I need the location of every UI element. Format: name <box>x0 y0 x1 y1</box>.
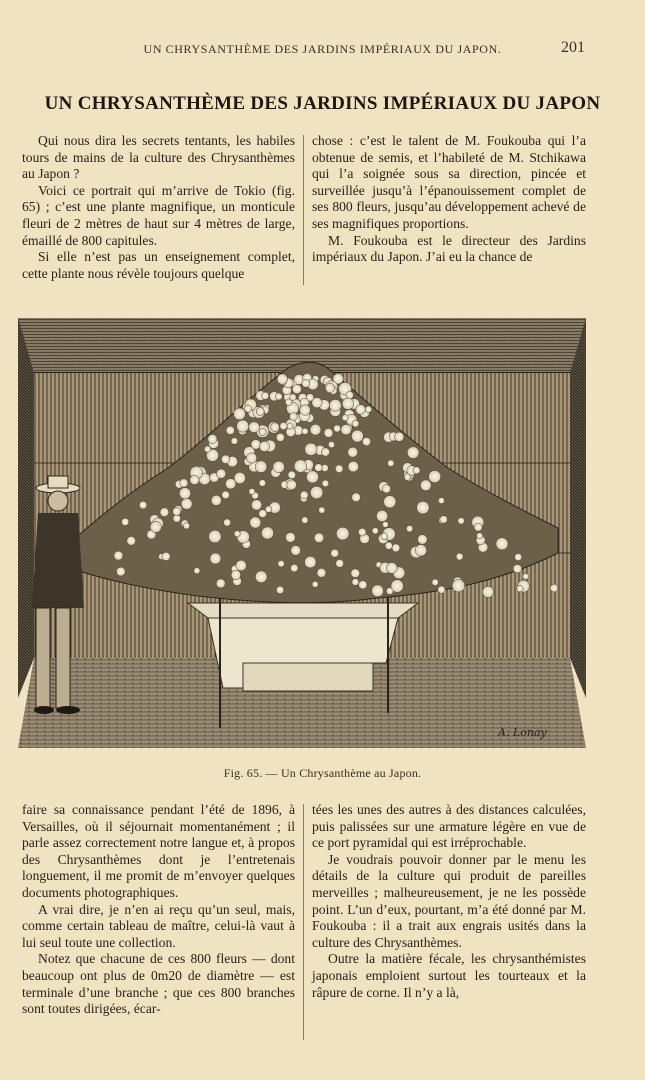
chrysanthemum-bloom <box>352 493 361 502</box>
chrysanthemum-bloom <box>440 516 448 524</box>
chrysanthemum-bloom <box>280 422 287 429</box>
chrysanthemum-bloom <box>477 533 483 539</box>
chrysanthemum-bloom <box>438 498 444 504</box>
chrysanthemum-bloom <box>386 563 397 574</box>
chrysanthemum-bloom <box>251 440 261 450</box>
chrysanthemum-bloom <box>231 570 241 580</box>
chrysanthemum-bloom <box>483 586 494 597</box>
chrysanthemum-bloom <box>300 491 308 499</box>
chrysanthemum-bloom <box>365 406 372 413</box>
column-divider <box>303 135 304 285</box>
chrysanthemum-bloom <box>388 460 395 467</box>
chrysanthemum-bloom <box>180 479 188 487</box>
chrysanthemum-bloom <box>286 533 296 543</box>
chrysanthemum-bloom <box>237 420 249 432</box>
chrysanthemum-bloom <box>391 580 404 593</box>
chrysanthemum-bloom <box>249 422 260 433</box>
chrysanthemum-bloom <box>517 585 524 592</box>
chrysanthemum-bloom <box>234 531 240 537</box>
chrysanthemum-bloom <box>173 507 181 515</box>
chrysanthemum-bloom <box>294 460 307 473</box>
chrysanthemum-bloom <box>314 533 324 543</box>
chrysanthemum-bloom <box>278 560 285 567</box>
chrysanthemum-bloom <box>305 443 317 455</box>
chrysanthemum-engraving <box>18 318 586 748</box>
chrysanthemum-bloom <box>358 528 366 536</box>
chrysanthemum-bloom <box>300 405 311 416</box>
chrysanthemum-bloom <box>291 546 301 556</box>
chrysanthemum-bloom <box>335 465 343 473</box>
chrysanthemum-bloom <box>325 383 334 392</box>
chrysanthemum-bloom <box>317 568 326 577</box>
chrysanthemum-bloom <box>321 448 329 456</box>
chrysanthemum-bloom <box>329 399 341 411</box>
chrysanthemum-bloom <box>287 423 293 429</box>
chrysanthemum-bloom <box>246 453 256 463</box>
column-top-right <box>312 133 586 266</box>
chrysanthemum-bloom <box>222 491 230 499</box>
chrysanthemum-bloom <box>127 536 136 545</box>
chrysanthemum-bloom <box>261 527 273 539</box>
chrysanthemum-bloom <box>315 464 323 472</box>
chrysanthemum-bloom <box>291 564 299 572</box>
paragraph: Outre la matière fécale, les chrysanthémistes japonais emploient surtout les tourteaux et la râpure de corne. Il n’y a là, <box>312 951 586 1000</box>
chrysanthemum-bloom <box>322 480 329 487</box>
chrysanthemum-bloom <box>302 428 308 434</box>
chrysanthemum-bloom <box>162 552 170 560</box>
chrysanthemum-bloom <box>310 424 321 435</box>
chrysanthemum-bloom <box>179 488 190 499</box>
chrysanthemum-bloom <box>259 441 269 451</box>
chrysanthemum-bloom <box>249 488 255 494</box>
chrysanthemum-bloom <box>392 544 400 552</box>
chrysanthemum-bloom <box>183 523 189 529</box>
running-title: UN CHRYSANTHÈME DES JARDINS IMPÉRIAUX DU JAPON. <box>143 42 502 56</box>
chrysanthemum-bloom <box>342 415 348 421</box>
paragraph: Notez que chacune de ces 800 fleurs — dont beaucoup ont plus de 0m20 de diamètre — est terminale d’une branche ; que ces 800 branches sont toutes dirigées, écar- <box>22 951 295 1017</box>
page-number: 201 <box>561 39 585 56</box>
chrysanthemum-bloom <box>348 461 359 472</box>
chrysanthemum-bloom <box>236 560 247 571</box>
chrysanthemum-bloom <box>259 510 267 518</box>
chrysanthemum-bloom <box>381 533 388 540</box>
chrysanthemum-bloom <box>150 521 161 532</box>
chrysanthemum-bloom <box>273 461 285 473</box>
paragraph: tées les unes des autres à des distances calculées, puis palissées sur une armature légère en vue de ce port pyramidal qui est irréprochable. <box>312 802 586 851</box>
chrysanthemum-bloom <box>251 500 261 510</box>
chrysanthemum-bloom <box>496 538 508 550</box>
chrysanthemum-bloom <box>341 424 351 434</box>
figure-caption: Fig. 65. — Un Chrysanthème au Japon. <box>223 766 422 780</box>
chrysanthemum-bloom <box>376 510 387 521</box>
chrysanthemum-bloom <box>415 545 427 557</box>
chrysanthemum-bloom <box>356 405 366 415</box>
chrysanthemum-bloom <box>255 461 267 473</box>
chrysanthemum-bloom <box>216 579 225 588</box>
chrysanthemum-bloom <box>224 519 231 526</box>
chrysanthemum-bloom <box>312 398 322 408</box>
chrysanthemum-bloom <box>319 507 325 513</box>
chrysanthemum-bloom <box>334 425 341 432</box>
chrysanthemum-bloom <box>209 530 222 543</box>
chrysanthemum-bloom <box>515 554 522 561</box>
chrysanthemum-bloom <box>160 508 169 517</box>
chrysanthemum-bloom <box>456 553 463 560</box>
column-bottom-right <box>312 802 586 1001</box>
chrysanthemum-bloom <box>384 496 396 508</box>
paragraph: chose : c’est le talent de M. Foukouba qui l’a obtenue de semis, et l’habileté de M. Stchikawa qui l’a soignée sous sa direction, pincée et surveillée jusqu’à l’épanouissement complet de ses 800 fleurs, jusqu’au développement achevé de ses magnifiques proportions. <box>312 133 586 231</box>
chrysanthemum-bloom <box>302 517 309 524</box>
chrysanthemum-bloom <box>438 586 445 593</box>
chrysanthemum-bloom <box>362 437 370 445</box>
chrysanthemum-bloom <box>458 518 465 525</box>
chrysanthemum-bloom <box>190 475 199 484</box>
chrysanthemum-bloom <box>351 430 363 442</box>
chrysanthemum-bloom <box>231 438 238 445</box>
chrysanthemum-bloom <box>372 585 384 597</box>
chrysanthemum-bloom <box>348 447 358 457</box>
chrysanthemum-bloom <box>385 542 392 549</box>
chrysanthemum-bloom <box>513 564 522 573</box>
chrysanthemum-bloom <box>407 447 419 459</box>
chrysanthemum-bloom <box>310 486 323 499</box>
paragraph: Je voudrais pouvoir donner par le menu les détails de la culture qui produit de pareilles merveilles ; malheureusement, je ne les possède point. L’un d’eux, pourtant, m’a été donné par M. Foukouba : il a trait aux engrais usités dans la culture des Chrysanthèmes. <box>312 851 586 950</box>
chrysanthemum-bloom <box>406 525 413 532</box>
chrysanthemum-bloom <box>429 471 441 483</box>
paragraph: A vrai dire, je n’en ai reçu qu’un seul, mais, comme certain tableau de maître, celui-là vaut à lui seul toute une collection. <box>22 901 295 950</box>
chrysanthemum-bloom <box>259 428 266 435</box>
chrysanthemum-bloom <box>382 522 388 528</box>
chrysanthemum-bloom <box>288 471 296 479</box>
chrysanthemum-bloom <box>194 568 200 574</box>
paragraph: Si elle n’est pas un enseignement complet, cette plante nous révèle toujours quelque <box>22 249 295 281</box>
chrysanthemum-bloom <box>276 586 284 594</box>
column-top-left <box>22 133 295 282</box>
column-divider <box>303 804 304 1040</box>
chrysanthemum-bloom <box>305 556 317 568</box>
chrysanthemum-bloom <box>211 495 221 505</box>
chrysanthemum-bloom <box>417 501 430 514</box>
chrysanthemum-bloom <box>336 559 344 567</box>
article-title: UN CHRYSANTHÈME DES JARDINS IMPÉRIAUX DU JAPON <box>44 93 601 114</box>
chrysanthemum-bloom <box>287 480 297 490</box>
chrysanthemum-bloom <box>262 392 269 399</box>
paragraph: Voici ce portrait qui m’arrive de Tokio (fig. 65) ; c’est une plante magnifique, un monticule fleuri de 2 mètres de haut sur 4 mètres de large, émaillé de 800 capitules. <box>22 182 295 248</box>
chrysanthemum-bloom <box>523 573 529 579</box>
chrysanthemum-bloom <box>452 579 465 592</box>
chrysanthemum-bloom <box>275 393 282 400</box>
chrysanthemum-bloom <box>352 579 359 586</box>
chrysanthemum-bloom <box>250 517 261 528</box>
chrysanthemum-bloom <box>550 584 558 592</box>
chrysanthemum-bloom <box>351 569 360 578</box>
chrysanthemum-bloom <box>395 432 404 441</box>
chrysanthemum-bloom <box>122 518 129 525</box>
chrysanthemum-bloom <box>382 485 390 493</box>
chrysanthemum-bloom <box>208 434 217 443</box>
chrysanthemum-bloom <box>221 455 230 464</box>
chrysanthemum-bloom <box>413 467 420 474</box>
paragraph: Qui nous dira les secrets tentants, les habiles tours de mains de la culture des Chrysanthèmes au Japon ? <box>22 133 295 182</box>
chrysanthemum-bloom <box>285 399 292 406</box>
chrysanthemum-bloom <box>302 379 310 387</box>
chrysanthemum-bloom <box>474 523 482 531</box>
column-bottom-left <box>22 802 295 1018</box>
chrysanthemum-bloom <box>336 527 349 540</box>
chrysanthemum-bloom <box>114 551 123 560</box>
chrysanthemum-bloom <box>359 581 367 589</box>
chrysanthemum-bloom <box>216 469 225 478</box>
chrysanthemum-bloom <box>204 446 210 452</box>
chrysanthemum-bloom <box>418 535 428 545</box>
chrysanthemum-bloom <box>271 423 280 432</box>
chrysanthemum-bloom <box>234 472 245 483</box>
chrysanthemum-bloom <box>328 441 334 447</box>
chrysanthemum-bloom <box>116 567 125 576</box>
chrysanthemum-bloom <box>139 501 147 509</box>
chrysanthemum-bloom <box>292 385 301 394</box>
chrysanthemum-bloom <box>312 581 318 587</box>
chrysanthemum-bloom <box>432 579 439 586</box>
chrysanthemum-bloom <box>276 433 284 441</box>
chrysanthemum-bloom <box>259 480 266 487</box>
paragraph: faire sa connaissance pendant l’été de 1896, à Versailles, où il séjournait momentanément ; il parle assez correctement notre langue et, à propos des Chrysanthèmes dont je l’entretenais longuement, il me promit de m’envoyer quelques documents photographiques. <box>22 802 295 900</box>
chrysanthemum-bloom <box>210 553 221 564</box>
chrysanthemum-bloom <box>256 408 264 416</box>
running-header <box>0 39 645 62</box>
chrysanthemum-bloom <box>244 405 251 412</box>
chrysanthemum-bloom <box>277 374 287 384</box>
chrysanthemum-bloom <box>372 528 378 534</box>
chrysanthemum-bloom <box>225 479 235 489</box>
chrysanthemum-bloom <box>331 549 339 557</box>
chrysanthemum-bloom <box>181 498 192 509</box>
chrysanthemum-bloom <box>420 480 431 491</box>
engraver-signature: A. Lonay <box>498 726 547 739</box>
chrysanthemum-bloom <box>306 471 318 483</box>
chrysanthemum-bloom <box>255 571 267 583</box>
paragraph: M. Foukouba est le directeur des Jardins impériaux du Japon. J’ai eu la chance de <box>312 232 586 265</box>
chrysanthemum-bloom <box>342 398 354 410</box>
chrysanthemum-bloom <box>352 420 359 427</box>
chrysanthemum-bloom <box>226 426 234 434</box>
chrysanthemum-bloom <box>290 413 298 421</box>
chrysanthemum-bloom <box>324 428 333 437</box>
